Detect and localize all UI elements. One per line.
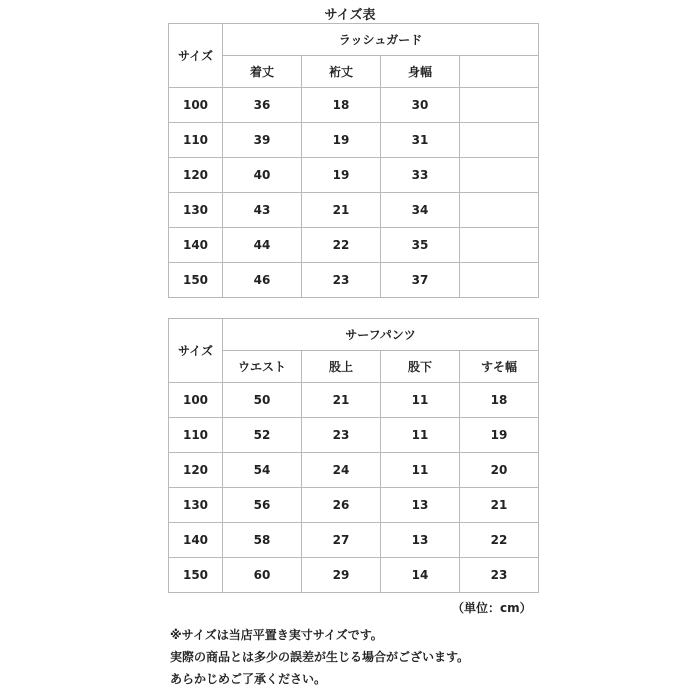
size-cell: 140 [169, 523, 223, 558]
table-cell: 20 [460, 453, 539, 488]
table-cell [460, 228, 539, 263]
table-cell: 60 [223, 558, 302, 593]
table-cell: 14 [381, 558, 460, 593]
table-cell [460, 123, 539, 158]
size-cell: 120 [169, 158, 223, 193]
column-header: 股上 [302, 351, 381, 383]
size-cell: 100 [169, 88, 223, 123]
size-cell: 140 [169, 228, 223, 263]
rash-guard-column-header-row [169, 56, 539, 88]
table-row [169, 453, 539, 488]
disclaimer-notes [170, 624, 469, 690]
rash-guard-group-header: ラッシュガード [223, 24, 539, 56]
table-cell: 29 [302, 558, 381, 593]
table-row [169, 383, 539, 418]
table-cell: 19 [460, 418, 539, 453]
table-cell: 44 [223, 228, 302, 263]
table-row [169, 158, 539, 193]
table-cell: 18 [460, 383, 539, 418]
size-cell: 100 [169, 383, 223, 418]
table-row [169, 88, 539, 123]
table-cell: 11 [381, 418, 460, 453]
table-cell: 26 [302, 488, 381, 523]
surf-pants-size-header: サイズ [169, 319, 223, 383]
table-row [169, 263, 539, 298]
table-cell: 58 [223, 523, 302, 558]
table-cell: 13 [381, 523, 460, 558]
table-cell: 21 [302, 383, 381, 418]
table-row [169, 488, 539, 523]
column-header: すそ幅 [460, 351, 539, 383]
table-cell: 23 [460, 558, 539, 593]
column-header: 裄丈 [302, 56, 381, 88]
column-header: 身幅 [381, 56, 460, 88]
table-cell: 40 [223, 158, 302, 193]
table-cell: 21 [460, 488, 539, 523]
surf-pants-group-header-row [169, 319, 539, 351]
table-cell: 33 [381, 158, 460, 193]
table-cell: 19 [302, 123, 381, 158]
table-cell: 31 [381, 123, 460, 158]
surf-pants-column-header-row [169, 351, 539, 383]
table-cell: 22 [302, 228, 381, 263]
table-cell: 23 [302, 418, 381, 453]
table-cell: 36 [223, 88, 302, 123]
table-cell: 27 [302, 523, 381, 558]
size-cell: 130 [169, 193, 223, 228]
table-cell: 39 [223, 123, 302, 158]
table-row [169, 558, 539, 593]
table-cell: 56 [223, 488, 302, 523]
page-title: サイズ表 [324, 8, 376, 23]
unit-note: （単位：cm） [452, 601, 532, 615]
surf-pants-size-table [168, 318, 539, 593]
column-header: ウエスト [223, 351, 302, 383]
table-row [169, 123, 539, 158]
size-cell: 110 [169, 418, 223, 453]
table-row [169, 523, 539, 558]
table-cell: 43 [223, 193, 302, 228]
rash-guard-size-header: サイズ [169, 24, 223, 88]
rash-guard-size-table [168, 23, 539, 298]
table-cell: 35 [381, 228, 460, 263]
table-cell [460, 158, 539, 193]
size-cell: 150 [169, 558, 223, 593]
table-row [169, 418, 539, 453]
column-header: 着丈 [223, 56, 302, 88]
surf-pants-group-header: サーフパンツ [223, 319, 539, 351]
table-cell: 11 [381, 383, 460, 418]
table-cell: 52 [223, 418, 302, 453]
table-cell: 37 [381, 263, 460, 298]
note-line: あらかじめご了承ください。 [170, 672, 327, 686]
table-cell [460, 88, 539, 123]
table-cell [460, 263, 539, 298]
table-cell: 24 [302, 453, 381, 488]
table-cell: 22 [460, 523, 539, 558]
rash-guard-group-header-row [169, 24, 539, 56]
size-cell: 120 [169, 453, 223, 488]
table-cell: 21 [302, 193, 381, 228]
table-cell [460, 193, 539, 228]
table-row [169, 228, 539, 263]
size-cell: 150 [169, 263, 223, 298]
note-line: 実際の商品とは多少の誤差が生じる場合がございます。 [170, 650, 470, 664]
table-cell: 13 [381, 488, 460, 523]
note-line: ※サイズは当店平置き実寸サイズです。 [170, 628, 383, 642]
table-cell: 23 [302, 263, 381, 298]
column-header: 股下 [381, 351, 460, 383]
table-cell: 18 [302, 88, 381, 123]
table-cell: 50 [223, 383, 302, 418]
table-cell: 54 [223, 453, 302, 488]
table-cell: 30 [381, 88, 460, 123]
size-cell: 130 [169, 488, 223, 523]
table-cell: 19 [302, 158, 381, 193]
column-header [460, 56, 539, 88]
size-cell: 110 [169, 123, 223, 158]
table-cell: 34 [381, 193, 460, 228]
table-cell: 11 [381, 453, 460, 488]
table-cell: 46 [223, 263, 302, 298]
table-row [169, 193, 539, 228]
